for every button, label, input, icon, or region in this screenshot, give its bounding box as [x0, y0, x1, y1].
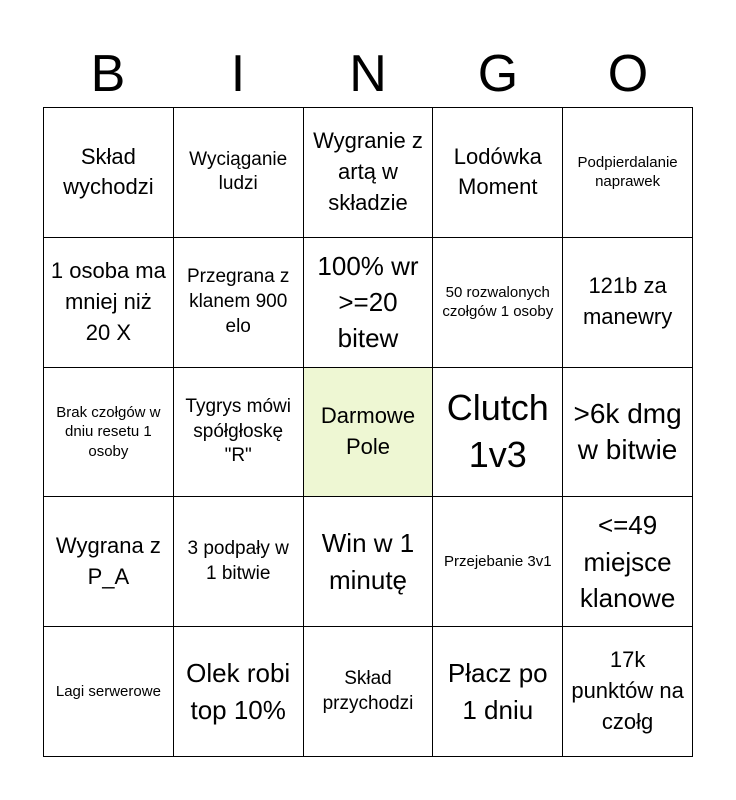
free-space-label: Darmowe Pole — [320, 403, 416, 459]
cell-text: 1 osoba ma mniej niż 20 X — [50, 258, 166, 345]
free-space-cell[interactable] — [304, 368, 434, 498]
bingo-cell[interactable] — [44, 108, 174, 238]
bingo-cell[interactable] — [174, 497, 304, 627]
bingo-board — [43, 107, 693, 757]
bingo-cell[interactable] — [304, 497, 434, 627]
cell-text: Wygrana z P_A — [55, 532, 161, 589]
cell-text: 3 podpały w 1 bitwie — [187, 538, 289, 584]
header-letter-n: N — [349, 45, 387, 103]
cell-text: Win w 1 minutę — [321, 528, 415, 595]
cell-text: Clutch 1v3 — [446, 387, 549, 475]
cell-text: Olek robi top 10% — [186, 658, 291, 725]
cell-text: Przejebanie 3v1 — [444, 553, 552, 571]
bingo-cell[interactable] — [433, 627, 563, 757]
bingo-cell[interactable] — [563, 627, 693, 757]
bingo-cell[interactable] — [563, 497, 693, 627]
cell-text: <=49 miejsce klanowe — [579, 510, 676, 613]
cell-text: Wyciąganie ludzi — [189, 148, 288, 195]
bingo-cell[interactable] — [304, 627, 434, 757]
bingo-cell[interactable] — [563, 238, 693, 368]
bingo-cell[interactable] — [304, 108, 434, 238]
bingo-cell[interactable] — [44, 238, 174, 368]
cell-text: 50 rozwalonych czołgów 1 osoby — [442, 283, 554, 321]
header-letter-g: G — [477, 45, 519, 103]
cell-text: Płacz po 1 dniu — [447, 658, 548, 725]
cell-text: Skład wychodzi — [63, 143, 154, 200]
cell-text: Przegrana z klanem 900 elo — [186, 266, 290, 337]
bingo-cell[interactable] — [433, 108, 563, 238]
cell-text: Skład przychodzi — [322, 667, 414, 714]
cell-text: >6k dmg w bitwie — [573, 397, 682, 465]
bingo-cell[interactable] — [563, 368, 693, 498]
bingo-cell[interactable] — [44, 368, 174, 498]
bingo-cell[interactable] — [44, 627, 174, 757]
header-letter-b: B — [90, 45, 126, 103]
header-letter-i: I — [230, 45, 246, 103]
bingo-cell[interactable] — [174, 368, 304, 498]
bingo-cell[interactable] — [174, 627, 304, 757]
cell-text: 100% wr >=20 bitew — [317, 250, 419, 354]
cell-text: Podpierdalanie naprawek — [577, 153, 678, 191]
cell-text: Wygranie z artą w składzie — [313, 128, 423, 215]
bingo-cell[interactable] — [44, 497, 174, 627]
bingo-cell[interactable] — [433, 497, 563, 627]
bingo-cell[interactable] — [174, 238, 304, 368]
cell-text: Brak czołgów w dniu resetu 1 osoby — [56, 403, 161, 460]
cell-text: Lodówka Moment — [453, 143, 542, 200]
cell-text: 121b za manewry — [582, 273, 673, 330]
cell-text: 17k punktów na czołg — [571, 647, 684, 734]
bingo-cell[interactable] — [433, 238, 563, 368]
bingo-cell[interactable] — [174, 108, 304, 238]
bingo-cell[interactable] — [304, 238, 434, 368]
bingo-cell[interactable] — [563, 108, 693, 238]
cell-text: Lagi serwerowe — [55, 682, 161, 700]
bingo-header — [43, 40, 693, 108]
bingo-cell[interactable] — [433, 368, 563, 498]
header-letter-o: O — [607, 45, 649, 103]
cell-text: Tygrys mówi spółgłoskę "R" — [185, 395, 291, 467]
